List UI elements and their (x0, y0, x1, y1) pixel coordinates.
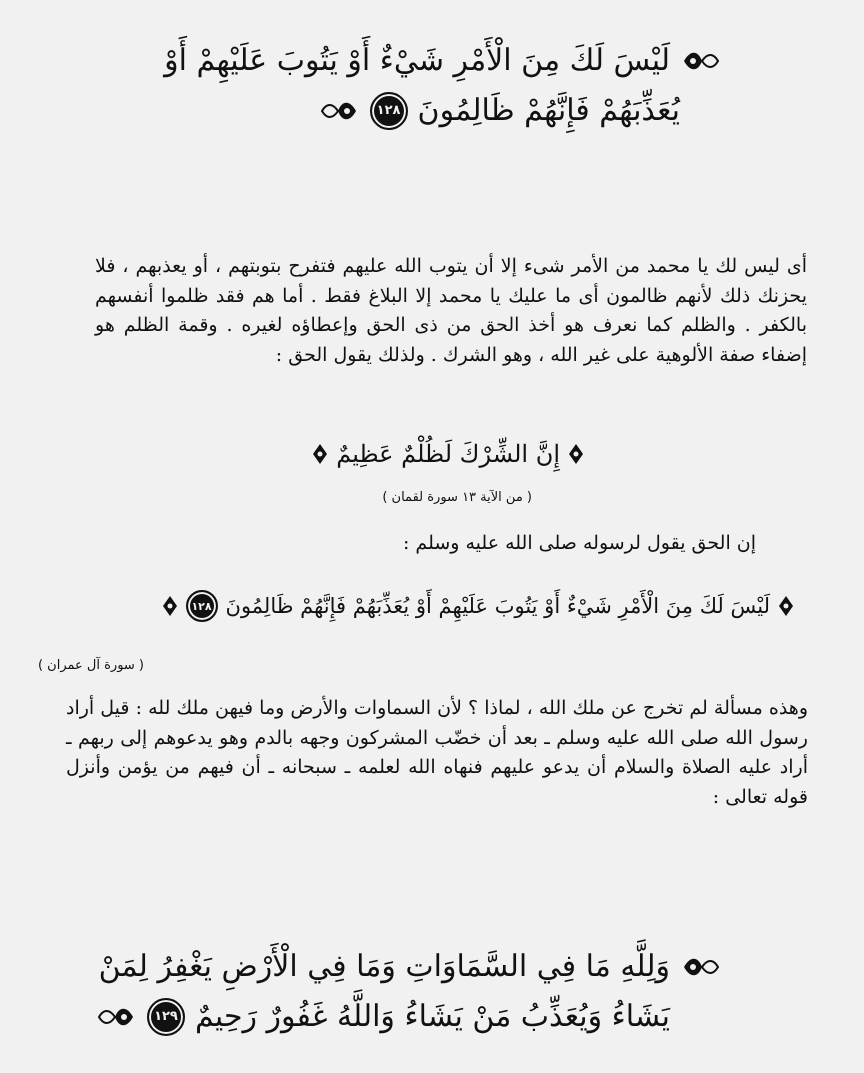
verse-bottom-line-1-text: وَلِلَّهِ مَا فِي السَّمَاوَاتِ وَمَا فِي الْأَرْضِ يَغْفِرُ لِمَنْ (98, 949, 670, 984)
ayah-number-medallion: ١٢٨ (186, 590, 218, 622)
verse-top (164, 36, 720, 136)
verse-shirk-text: إِنَّ الشِّرْكَ لَظُلْمٌ عَظِيمٌ (336, 440, 560, 468)
verse-bottom-line-1 (98, 942, 720, 992)
verse-shirk (312, 440, 584, 468)
verse-bottom-line-2-text: يَشَاءُ وَيُعَذِّبُ مَنْ يَشَاءُ وَاللَّهُ غَفُورٌ رَحِيمٌ (194, 999, 670, 1034)
verse-top-line-2-text: يُعَذِّبَهُمْ فَإِنَّهُمْ ظَالِمُونَ (417, 93, 680, 128)
bracket-ornament-icon (312, 443, 328, 465)
verse-end-ornament-icon (97, 1002, 137, 1032)
verse-top-line-1 (164, 36, 720, 86)
intro-line: إن الحق يقول لرسوله صلى الله عليه وسلم : (402, 532, 756, 554)
bracket-ornament-icon (568, 443, 584, 465)
verse-bottom (98, 942, 720, 1042)
bracket-ornament-icon (162, 595, 178, 617)
verse-start-ornament-icon (680, 952, 720, 982)
bracket-ornament-icon (778, 595, 794, 617)
verse-repeat-text: لَيْسَ لَكَ مِنَ الْأَمْرِ شَيْءٌ أَوْ يَتُوبَ عَلَيْهِمْ أَوْ يُعَذِّبَهُمْ فَإِنَّهُمْ ظَالِمُونَ (225, 594, 770, 618)
verse-start-ornament-icon (680, 46, 720, 76)
verse-repeat-citation: ( سورة آل عمران ) (37, 658, 144, 673)
verse-top-line-1-text: لَيْسَ لَكَ مِنَ الْأَمْرِ شَيْءٌ أَوْ يَتُوبَ عَلَيْهِمْ أَوْ (164, 43, 670, 78)
commentary2-paragraph (66, 694, 808, 812)
verse-repeat (162, 590, 794, 622)
verse-shirk-citation: ( من الآية ١٣ سورة لقمان ) (382, 490, 532, 505)
verse-end-ornament-icon (320, 96, 360, 126)
commentary-text: أى ليس لك يا محمد من الأمر شىء إلا أن يتوب الله عليهم فتفرح بتوبتهم ، أو يعذبهم ، فلا يحزنك ذلك لأنهم ظالمون أى ما عليك يا محمد إلا البلاغ فقط . أما هم فقد ظلموا أنفسهم بالكفر . والظلم كما نعرف هو أخذ الحق من ذى الحق وإعطاؤه لغيره . وقمة الظلم هو إضفاء صفة الألوهية على غير الله ، وهو الشرك . ولذلك يقول الحق : (95, 255, 807, 366)
commentary2-text: وهذه مسألة لم تخرج عن ملك الله ، لماذا ؟ لأن السماوات والأرض وما فيهن ملك لله : قيل أراد رسول الله صلى الله عليه وسلم ـ بعد أن خضّب المشركون وجهه بالدم وهو يدعوهم إلى ربهم ـ أراد عليه الصلاة والسلام أن يدعو عليهم فنهاه الله لعلمه ـ سبحانه ـ أن فيهم من يؤمن وأنزل قوله تعالى : (66, 697, 808, 808)
verse-top-line-2 (190, 86, 720, 136)
verse-bottom-line-2 (150, 992, 720, 1042)
ayah-number-medallion: ١٢٩ (147, 998, 185, 1036)
commentary-paragraph (95, 252, 807, 370)
ayah-number-medallion: ١٢٨ (370, 92, 408, 130)
